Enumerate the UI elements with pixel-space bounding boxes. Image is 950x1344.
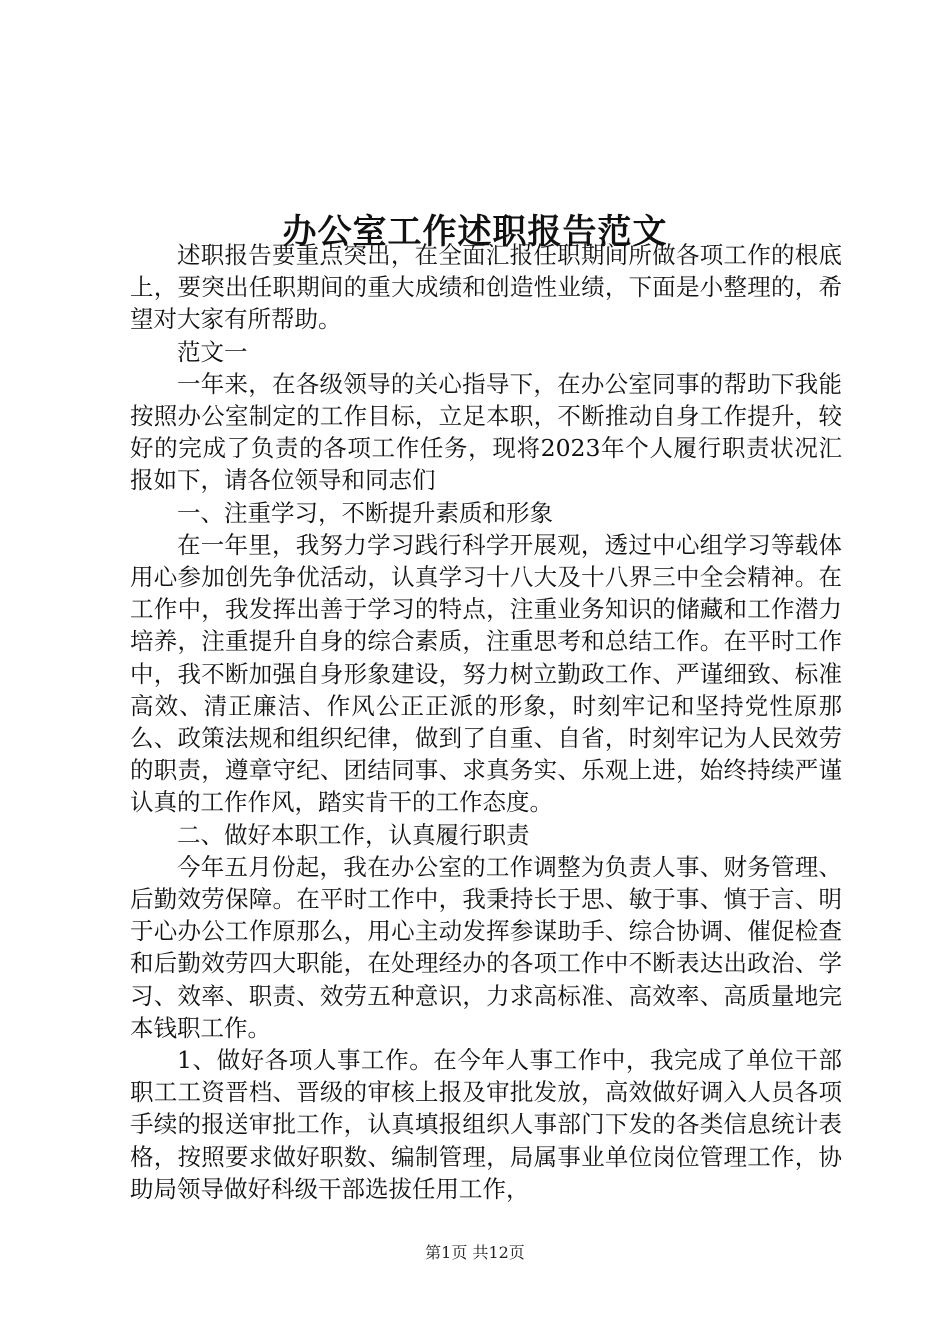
paragraph-personnel: 1、做好各项人事工作。在今年人事工作中，我完成了单位干部职工工资晋档、晋级的审核上报及审批发放，高效做好调入人员各项手续的报送审批工作，认真填报组织人事部门下发的各类信息统计表格，按照要求做好职数、编制管理，局属事业单位岗位管理工作，协助局领导做好科级干部选拔任用工作， [130,1046,842,1203]
intro-paragraph: 述职报告要重点突出，在全面汇报任职期间所做各项工作的根底上，要突出任职期间的重大成绩和创造性业绩，下面是小整理的，希望对大家有所帮助。 [130,241,842,334]
heading-duties: 二、做好本职工作，认真履行职责 [177,820,530,849]
paragraph-overview: 一年来，在各级领导的关心指导下，在办公室同事的帮助下我能按照办公室制定的工作目标，立足本职，不断推动自身工作提升，较好的完成了负责的各项工作任务，现将2023年个人履行职责状况汇报如下，请各位领导和同志们 [130,369,842,495]
page-number-footer: 第1页 共12页 [425,1243,525,1262]
document-body [130,239,842,1205]
paragraph-study: 在一年里，我努力学习践行科学开展观，透过中心组学习等载体用心参加创先争优活动，认真学习十八大及十八界三中全会精神。在工作中，我发挥出善于学习的特点，注重业务知识的储藏和工作潜力培养，注重提升自身的综合素质，注重思考和总结工作。在平时工作中，我不断加强自身形象建设，努力树立勤政工作、严谨细致、标准高效、清正廉洁、作风公正正派的形象，时刻牢记和坚持党性原那么、政策法规和组织纪律，做到了自重、自省，时刻牢记为人民效劳的职责，遵章守纪、团结同事、求真务实、乐观上进，始终持续严谨认真的工作作风，踏实肯干的工作态度。 [130,530,842,817]
heading-study: 一、注重学习，不断提升素质和形象 [177,498,553,527]
document-title: 办公室工作述职报告范文 [282,211,668,252]
paragraph-duties: 今年五月份起，我在办公室的工作调整为负责人事、财务管理、后勤效劳保障。在平时工作中，我秉持长于思、敏于事、慎于言、明于心办公工作原那么，用心主动发挥参谋助手、综合协调、催促检查和后勤效劳四大职能，在处理经办的各项工作中不断表达出政治、学习、效率、职责、效劳五种意识，力求高标准、高效率、高质量地完本钱职工作。 [130,852,842,1042]
section-label-sample-one: 范文一 [177,337,248,366]
